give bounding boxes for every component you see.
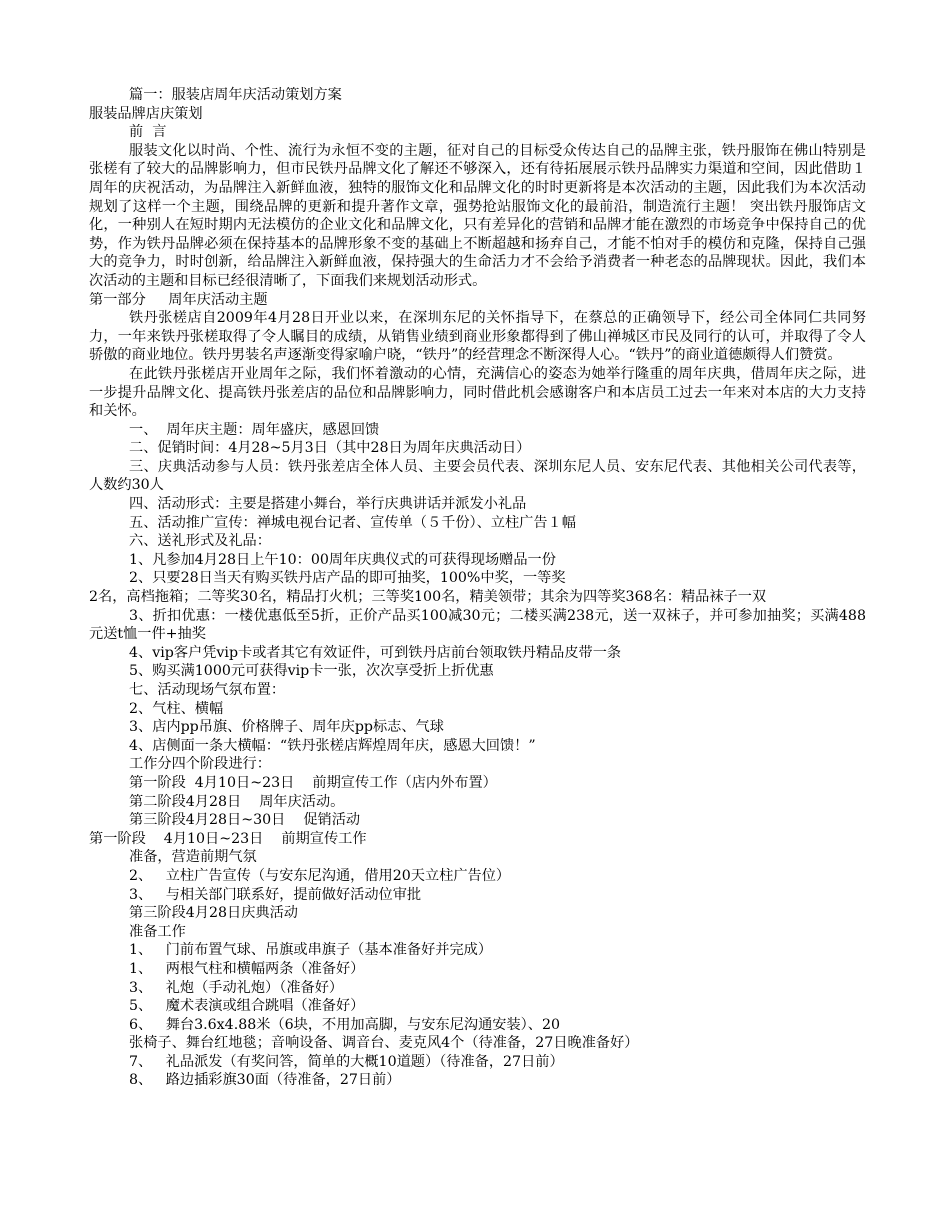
list-item: 3、店内pp吊旗、价格牌子、周年庆pp标志、气球 <box>129 719 444 736</box>
list-item: 1、 门前布置气球、吊旗或串旗子（基本准备好并完成） <box>129 942 493 959</box>
part1-heading: 第一部分 周年庆活动主题 <box>89 291 268 308</box>
list-item: 2、 立柱广告宣传（与安东尼沟通，借用20天立柱广告位） <box>129 867 511 884</box>
list-item: 张椅子、舞台红地毯；音响设备、调音台、麦克风4个（待准备，27日晚准备好） <box>129 1035 639 1052</box>
list-item: 5、 魔术表演或组合跳唱（准备好） <box>129 998 365 1015</box>
list-item: 2名，高档拖箱；二等奖30名，精品打火机；三等奖100名，精美领带；其余为四等奖368名：精品袜子一双 <box>89 589 767 606</box>
list-item: 2、气柱、横幅 <box>129 700 224 717</box>
part1-paragraph-2: 在此铁丹张槎店开业周年之际，我们怀着激动的心情，充满信心的姿态为她举行隆重的周年庆典，借周年庆之际，进一步提升品牌文化、提高铁丹张差店的品位和品牌影响力，同时借此机会感谢客户和本店员工过去一年来对本店的大力支持和关怀。 <box>89 365 866 420</box>
list-item: 第三阶段4月28日~30日 促销活动 <box>129 812 361 829</box>
list-item: 准备，营造前期气氛 <box>129 849 257 866</box>
list-item: 二、促销时间：4月28~5月3日（其中28日为周年庆典活动日） <box>129 440 531 457</box>
list-item: 三、庆典活动参与人员：铁丹张差店全体人员、主要会员代表、深圳东尼人员、安东尼代表、其他相关公司代表等，人数约30人 <box>89 458 866 494</box>
list-item: 3、 与相关部门联系好，提前做好活动位审批 <box>129 886 422 903</box>
list-item: 准备工作 <box>129 923 186 940</box>
list-item: 5、购买满1000元可获得vip卡一张，次次享受折上折优惠 <box>129 663 494 680</box>
list-item: 3、折扣优惠：一楼优惠低至5折，正价产品买100减30元；二楼买满238元，送一双袜子，并可参加抽奖；买满488元送t恤一件+抽奖 <box>89 607 866 643</box>
list-item: 五、活动推广宣传：禅城电视台记者、宣传单（５千份）、立柱广告１幅 <box>129 514 576 531</box>
list-item: 工作分四个阶段进行： <box>129 756 271 773</box>
part1-paragraph-1: 铁丹张槎店自2009年4月28日开业以来，在深圳东尼的关怀指导下，在蔡总的正确领导下，经公司全体同仁共同努力，一年来铁丹张槎取得了令人瞩目的成绩，从销售业绩到商业形象都得到了佛山禅城区市民及同行的认可，并取得了令人骄傲的商业地位。铁丹男装名声逐渐变得家喻户晓，“铁丹”的经营理念不断深得人心。“铁丹”的商业道德颇得人们赞赏。 <box>89 310 866 364</box>
list-item: 2、只要28日当天有购买铁丹店产品的即可抽奖，100%中奖，一等奖 <box>129 570 566 587</box>
stage1-heading: 第一阶段 4月10日~23日 前期宣传工作 <box>89 830 367 847</box>
list-item: 4、店侧面一条大横幅：“铁丹张槎店辉煌周年庆，感恩大回馈！” <box>129 737 536 754</box>
doc-subtitle: 服装品牌店庆策划 <box>89 105 203 122</box>
list-item: 8、 路边插彩旗30面（待准备，27日前） <box>129 1072 401 1089</box>
list-item: 第一阶段 4月10日~23日 前期宣传工作（店内外布置） <box>129 774 497 791</box>
preface-heading: 前 言 <box>129 124 167 141</box>
list-item: 1、 两根气柱和横幅两条（准备好） <box>129 960 365 977</box>
doc-title: 篇一：服装店周年庆活动策划方案 <box>129 87 342 103</box>
list-item: 四、活动形式：主要是搭建小舞台，举行庆典讲话并派发小礼品 <box>129 496 527 513</box>
list-item: 6、 舞台3.6x4.88米（6块，不用加高脚，与安东尼沟通安装）、20 <box>129 1016 561 1033</box>
list-item: 六、送礼形式及礼品： <box>129 533 271 550</box>
list-item: 第三阶段4月28日庆典活动 <box>129 905 298 922</box>
list-item: 1、凡参加4月28日上午10：00周年庆典仪式的可获得现场赠品一份 <box>129 551 556 568</box>
list-item: 第二阶段4月28日 周年庆活动。 <box>129 793 345 810</box>
list-item: 七、活动现场气氛布置： <box>129 682 286 698</box>
preface-paragraph: 服装文化以时尚、个性、流行为永恒不变的主题，征对自己的目标受众传达自己的品牌主张，铁丹服饰在佛山特别是张槎有了较大的品牌影响力，但市民铁丹品牌文化了解还不够深入，还有待拓展展示铁丹品牌实力渠道和空间，因此借助１周年的庆祝活动，为品牌注入新鲜血液，独特的服饰文化和品牌文化的时时更新将是本次活动的主题，因此我们为本次活动规划了这样一个主题，围绕品牌的更新和提升著作文章，强势抢站服饰文化的最前沿，制造流行主题！ 突出铁丹服饰店文化，一种别人在短时期内无法模仿的企业文化和品牌文化，只有差异化的营销和品牌才能在激烈的市场竞争中保持自己的优势，作为铁丹品牌必须在保持基本的品牌形象不变的基础上不断超越和扬弃自己，才能不怕对手的模仿和克隆，保持自己强大的竞争力，时时创新，给品牌注入新鲜血液，保持强大的生命活力才不会给予消费者一种老态的品牌现状。因此，我们本次活动的主题和目标已经很清晰了，下面我们来规划活动形式。 <box>89 142 866 289</box>
list-item: 4、vip客户凭vip卡或者其它有效证件，可到铁丹店前台领取铁丹精品皮带一条 <box>129 644 622 661</box>
list-item: 一、 周年庆主题：周年盛庆，感恩回馈 <box>129 421 380 438</box>
list-item: 3、 礼炮（手动礼炮）（准备好） <box>129 979 344 996</box>
list-item: 7、 礼品派发（有奖问答，简单的大概10道题）（待准备，27日前） <box>129 1053 564 1070</box>
